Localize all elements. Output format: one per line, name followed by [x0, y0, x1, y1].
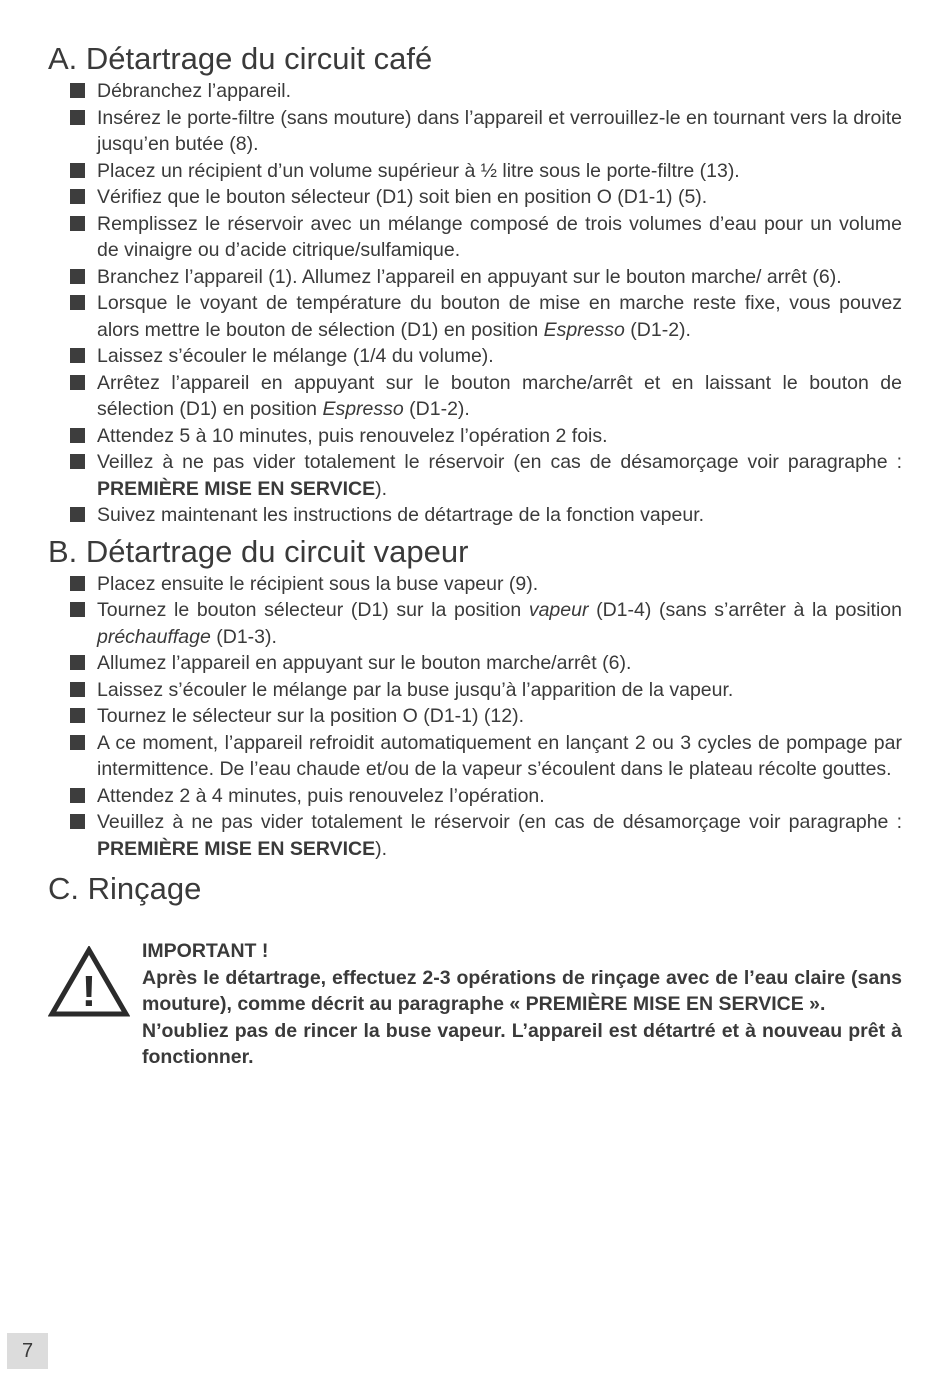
square-bullet-icon	[70, 83, 85, 98]
list-item	[70, 571, 902, 598]
list-item	[70, 502, 902, 529]
list-item	[70, 264, 902, 291]
square-bullet-icon	[70, 216, 85, 231]
list-item-after: ).	[375, 477, 388, 500]
square-bullet-icon	[70, 655, 85, 670]
section-b-list	[48, 571, 902, 863]
square-bullet-icon	[70, 189, 85, 204]
list-item-strong: PREMIÈRE MISE EN SERVICE	[97, 837, 376, 860]
list-item-after: (D1-2).	[403, 398, 470, 420]
list-item	[70, 343, 902, 370]
list-item-text: Vérifiez que le bouton sélecteur (D1) soit bien en position O (D1-1) (5).	[97, 186, 708, 208]
list-item	[70, 184, 902, 211]
list-item	[70, 423, 902, 450]
list-item	[70, 105, 902, 158]
list-item-text: Tournez le sélecteur sur la position O (D1-1) (12).	[97, 705, 525, 727]
list-item-text: Insérez le porte-filtre (sans mouture) dans l’appareil et verrouillez-le en tournant vers la droite jusqu’en butée (8).	[97, 106, 902, 155]
list-item	[70, 290, 902, 343]
square-bullet-icon	[70, 348, 85, 363]
list-item-text: Branchez l’appareil (1). Allumez l’appareil en appuyant sur le bouton marche/ arrêt (6).	[97, 265, 842, 288]
list-item	[70, 78, 902, 105]
list-item-after: (D1-2).	[624, 318, 691, 341]
list-item-text: Suivez maintenant les instructions de détartrage de la fonction vapeur.	[97, 504, 705, 526]
list-item	[70, 597, 902, 650]
square-bullet-icon	[70, 735, 85, 750]
page-number: 7	[7, 1333, 48, 1369]
list-item-text: Laissez s’écouler le mélange par la buse jusqu’à l’apparition de la vapeur.	[97, 678, 734, 701]
square-bullet-icon	[70, 375, 85, 390]
list-item-em: vapeur	[528, 599, 589, 621]
list-item	[70, 449, 902, 502]
list-item-middle: (D1-4) (sans s’arrêter à la position	[588, 599, 902, 621]
list-item	[70, 211, 902, 264]
square-bullet-icon	[70, 110, 85, 125]
list-item	[70, 677, 902, 704]
square-bullet-icon	[70, 788, 85, 803]
list-item-strong: PREMIÈRE MISE EN SERVICE	[97, 477, 376, 500]
important-notice	[48, 938, 902, 1071]
square-bullet-icon	[70, 454, 85, 469]
list-item-text: Laissez s’écouler le mélange (1/4 du volume).	[97, 345, 494, 367]
list-item-text: Allumez l’appareil en appuyant sur le bouton marche/arrêt (6).	[97, 652, 632, 674]
section-a-list	[48, 78, 902, 529]
square-bullet-icon	[70, 682, 85, 697]
list-item-text: Placez ensuite le récipient sous la buse vapeur (9).	[97, 572, 539, 595]
list-item-before: Arrêtez l’appareil en appuyant sur le bouton marche/arrêt et en laissant le bouton de sélection (D1) en position	[97, 371, 902, 420]
list-item-em: Espresso	[322, 398, 404, 420]
list-item	[70, 370, 902, 423]
square-bullet-icon	[70, 428, 85, 443]
section-a-title: A. Détartrage du circuit café	[48, 41, 433, 76]
list-item-text: Attendez 5 à 10 minutes, puis renouvelez l’opération 2 fois.	[97, 424, 608, 447]
list-item-em: Espresso	[543, 318, 625, 341]
square-bullet-icon	[70, 602, 85, 617]
list-item-text: Attendez 2 à 4 minutes, puis renouvelez l’opération.	[97, 784, 545, 807]
section-b-title: B. Détartrage du circuit vapeur	[48, 533, 469, 569]
list-item-text: Débranchez l’appareil.	[97, 80, 292, 102]
list-item-before: Veuillez à ne pas vider totalement le réservoir (en cas de désamorçage voir paragraphe :	[97, 811, 902, 833]
list-item-text: Remplissez le réservoir avec un mélange composé de trois volumes d’eau pour un volume de vinaigre ou d’acide citrique/sulfamique.	[97, 212, 902, 261]
list-item-before: Veillez à ne pas vider totalement le réservoir (en cas de désamorçage voir paragraphe :	[97, 451, 902, 473]
list-item	[70, 730, 902, 783]
important-text-rinse: Après le détartrage, effectuez 2-3 opérations de rinçage avec de l’eau claire (sans mouture), comme décrit au paragraphe « PREMIÈRE MISE EN SERVICE ».	[142, 966, 902, 1015]
square-bullet-icon	[70, 576, 85, 591]
list-item-after: (D1-3).	[210, 625, 277, 648]
warning-icon	[48, 946, 130, 1018]
square-bullet-icon	[70, 814, 85, 829]
square-bullet-icon	[70, 708, 85, 723]
important-text-nozzle: N’oubliez pas de rincer la buse vapeur. L’appareil est détartré et à nouveau prêt à fonctionner.	[142, 1019, 902, 1068]
warning-icon-mark: !	[81, 967, 97, 1016]
list-item-after: ).	[375, 837, 388, 860]
list-item-before: Lorsque le voyant de température du bouton de mise en marche reste fixe, vous pouvez alors mettre le bouton de sélection (D1) en position	[97, 292, 902, 341]
list-item	[70, 650, 902, 677]
list-item-text: A ce moment, l’appareil refroidit automatiquement en lançant 2 ou 3 cycles de pompage par intermittence. De l’eau chaude et/ou de la vapeur s’écoulent dans le plateau récolte gouttes.	[97, 731, 902, 780]
list-item-text: Placez un récipient d’un volume supérieur à ½ litre sous le porte-filtre (13).	[97, 159, 740, 182]
document-page	[48, 40, 902, 1071]
important-heading: IMPORTANT !	[142, 940, 269, 962]
square-bullet-icon	[70, 163, 85, 178]
list-item	[70, 703, 902, 730]
square-bullet-icon	[70, 507, 85, 522]
section-c-title: C. Rinçage	[48, 871, 202, 906]
square-bullet-icon	[70, 295, 85, 310]
list-item	[70, 783, 902, 810]
list-item	[70, 809, 902, 862]
list-item-before: Tournez le bouton sélecteur (D1) sur la position	[97, 599, 529, 621]
list-item	[70, 158, 902, 185]
square-bullet-icon	[70, 269, 85, 284]
list-item-em2: préchauffage	[97, 625, 211, 648]
